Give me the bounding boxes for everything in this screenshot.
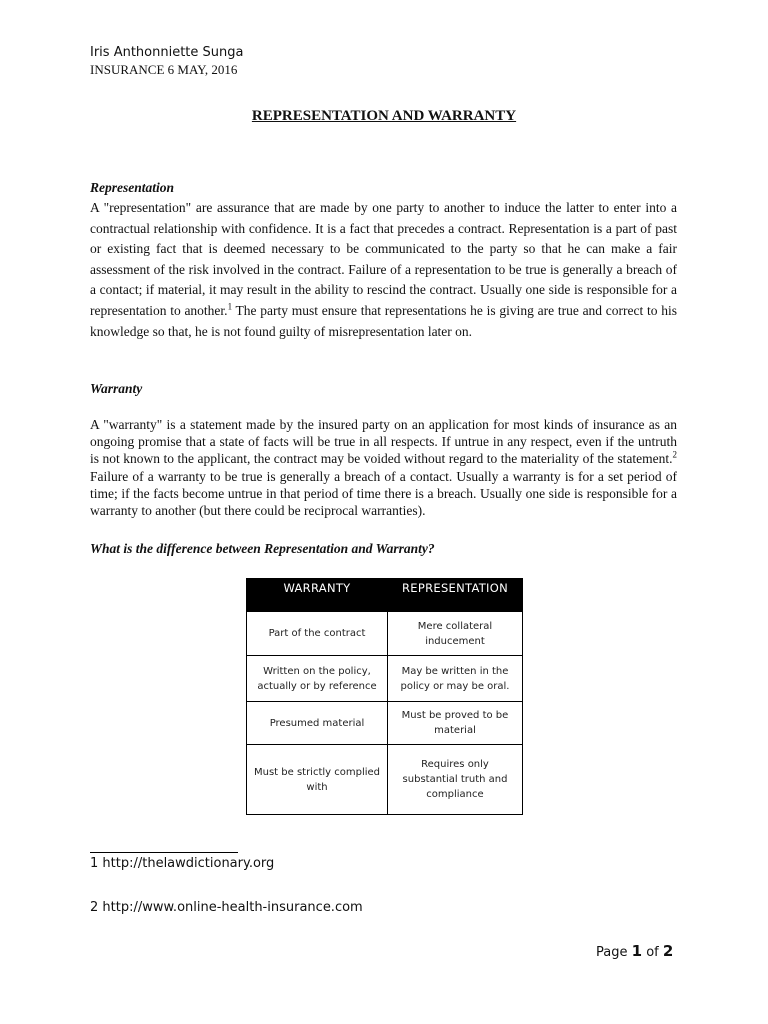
table-row — [247, 612, 523, 656]
representation-cell: Must be proved to be material — [388, 702, 523, 745]
footnote-ref-2: 2 — [672, 449, 677, 460]
document-title: REPRESENTATION AND WARRANTY — [251, 108, 517, 124]
difference-question: What is the difference between Representation and Warranty? — [90, 541, 435, 556]
of-label: of — [646, 945, 659, 960]
page-number — [596, 942, 673, 960]
table-row — [247, 656, 523, 702]
footnote-2: 2 http://www.online-health-insurance.com — [90, 900, 363, 915]
warranty-cell: Presumed material — [247, 702, 388, 745]
warranty-cell: Part of the contract — [247, 612, 388, 656]
current-page: 1 — [631, 942, 643, 960]
warranty-text-part-2: Failure of a warranty to be true is generally a breach of a contact. Usually a warranty is for a set period of time; if the facts become untrue in that period of time there is a breach. Usually one side is responsible for a warranty to another (but there could be reciprocal warranties). — [90, 468, 677, 519]
representation-text-part-2: The party must ensure that representations he is giving are true and correct to his knowledge so that, he is not found guilty of misrepresentation later on. — [90, 302, 677, 339]
representation-cell: Mere collateral inducement — [388, 612, 523, 656]
comparison-table — [246, 578, 523, 815]
warranty-text-part-1: A "warranty" is a statement made by the insured party on an application for most kinds of insurance as an ongoing promise that a state of facts will be true in all respects. If untrue in any respect, even if the untruth is not known to the applicant, the contract may be voided without regard to the materiality of the statement. — [90, 417, 677, 467]
footnote-ref-1: 1 — [227, 301, 233, 312]
warranty-cell: Must be strictly complied with — [247, 745, 388, 815]
page-label: Page — [596, 945, 628, 960]
course-date: INSURANCE 6 MAY, 2016 — [90, 62, 238, 77]
table-header-row — [247, 578, 523, 612]
total-pages: 2 — [662, 942, 674, 960]
representation-heading: Representation — [90, 180, 175, 195]
warranty-paragraph — [90, 416, 677, 519]
footnote-separator — [90, 852, 238, 853]
warranty-heading: Warranty — [90, 381, 143, 396]
footnote-1: 1 http://thelawdictionary.org — [90, 856, 275, 871]
representation-cell: Requires only substantial truth and compliance — [388, 745, 523, 815]
representation-text-part-1: A "representation" are assurance that are made by one party to another to induce the latter to enter into a contractual relationship with confidence. It is a fact that precedes a contract. Representation is a part of past or existing fact that is deemed necessary to be communicated to the party so that he can make a fair assessment of the risk involved in the contract. Failure of a representation to be true is generally a breach of a contact; if material, it may result in the ability to rescind the contract. Usually one side is responsible for a representation to another. — [90, 200, 677, 318]
header-warranty: WARRANTY — [247, 578, 388, 612]
representation-paragraph — [90, 198, 677, 342]
author-name: Iris Anthonniette Sunga — [90, 45, 244, 60]
representation-cell: May be written in the policy or may be oral. — [388, 656, 523, 702]
table-row — [247, 702, 523, 745]
warranty-cell: Written on the policy, actually or by reference — [247, 656, 388, 702]
header-representation: REPRESENTATION — [388, 578, 523, 612]
table-row — [247, 745, 523, 815]
